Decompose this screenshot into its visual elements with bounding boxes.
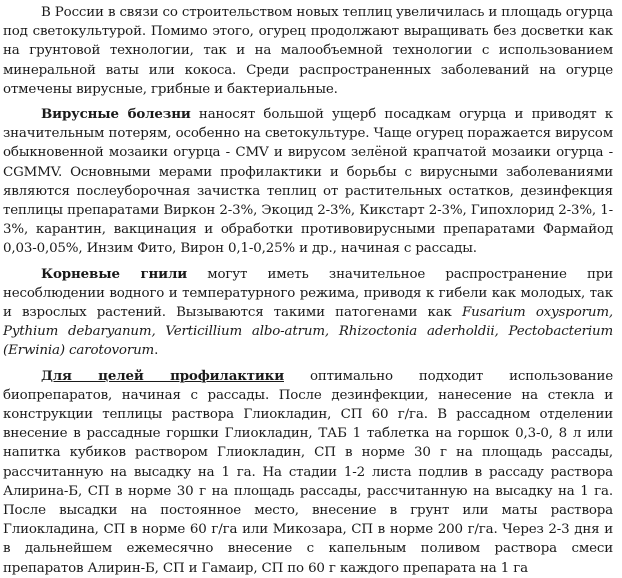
document-page [0,3,616,576]
heading-root-rot: Корневые гнили [41,265,188,282]
paragraph-intro [3,3,613,99]
heading-viral-diseases: Вирусные болезни [41,106,191,123]
paragraph-viral-diseases-text: наносят большой ущерб посадкам огурца и приводят к значительным потерям, особенно на светокультуре. Чаще огурец поражается вирусом обыкновенной мозаики огурца - CMV и вирусом зелёной крапчатой мозаики огурца - CGMMV. Основными мерами профилактики и борьбы с вирусными заболеваниями являются послеуборочная зачистка теплиц от растительных остатков, дезинфекция теплицы препаратами Виркон 2-3%, Экоцид 2-3%, Кикстарт 2-3%, Гипохлорид 2-3%, 1-3%, карантин, вакцинация и обработки противовирусными препаратами Фармайод 0,03-0,05%, Инзим Фито, Вирон 0,1-0,25% и др., начиная с рассады. [3,107,614,257]
paragraph-root-rot [3,265,613,361]
paragraph-root-rot-text: могут иметь значительное распространение при несоблюдении водного и температурного режима, приводя к гибели как молодых, так и взрослых растений. Вызываются такими патогенами как [3,266,613,321]
paragraph-viral-diseases [3,105,613,259]
paragraph-prevention [3,367,613,578]
paragraph-intro-text: В России в связи со строительством новых теплиц увеличилась и площадь огурца под светокультурой. Помимо этого, огурец продолжают выращивать без досветки как на грунтовой технологии, так и на малообъемной технологии с использованием минеральной ваты или кокоса. Среди распространенных заболеваний на огурце отмечены вирусные, грибные и бактериальные. [3,5,613,97]
heading-prevention [41,368,284,384]
heading-prevention-label: Для целей профилактики [41,367,284,384]
pathogen-list: Fusarium oxysporum, Pythium debaryanum, Verticillium albo-atrum, Rhizoctonia aderholdii, Pectobacterium (Erwinia) carotovorum [3,305,613,359]
paragraph-prevention-text: оптимально подходит использование биопрепаратов, начиная с рассады. После дезинфекции, нанесение на стекла и конструкции теплицы раствора Глиокладин, СП 60 г/га. В рассадном отделении внесение в рассадные горшки Глиокладин, ТАБ 1 таблетка на горшок 0,3-0, 8 л или напитка кубиков раствором Глиокладин, СП в норме 30 г на площадь рассады, рассчитанную на высадку на 1 га. На стадии 1-2 листа подлив в рассаду раствора Алирина-Б, СП в норме 30 г на площадь рассады, рассчитанную на высадку на 1 га. После высадки на постоянное место, внесение в грунт или маты раствора Глиокладина, СП в норме 60 г/га или Микозара, СП в норме 200 г/га. Через 2-3 дня и в дальнейшем ежемесячно внесение с капельным поливом раствора смеси препаратов Алирин-Б, СП и Гамаир, СП по 60 г каждого препарата на 1 га [3,368,614,576]
paragraph-root-rot-tail: . [154,343,159,359]
